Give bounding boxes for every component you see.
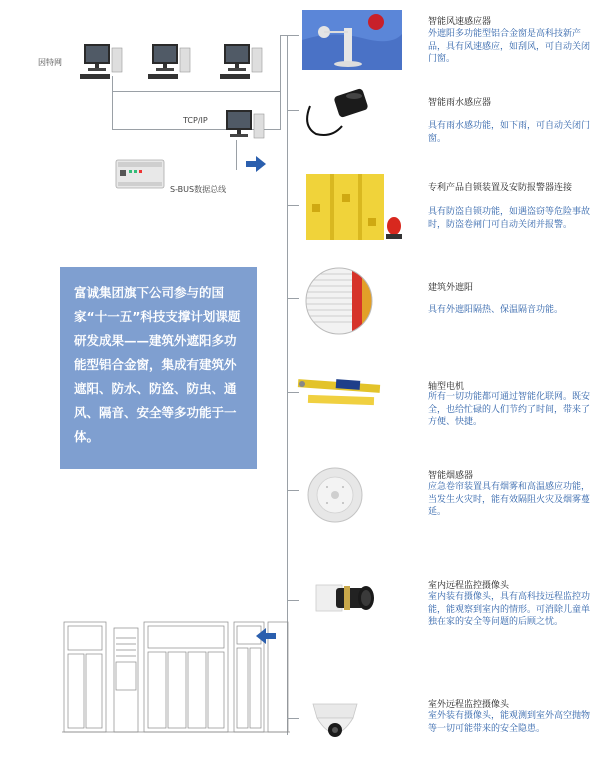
connector-tick <box>287 298 299 299</box>
outdoor-camera-icon <box>305 694 365 752</box>
network-right-vertical <box>280 35 281 130</box>
computer-icon <box>218 42 276 90</box>
computer-icon <box>146 42 204 90</box>
smoke-detector-icon <box>305 465 365 529</box>
right-arrow-icon <box>246 156 266 176</box>
item-title: 智能风速感应器 <box>428 17 492 27</box>
intro-panel: 富诚集团旗下公司参与的国家“十一五”科技支撑计划课题研发成果——建筑外遮阳多功能型铝合金窗，集成有建筑外遮阳、防水、防盗、防虫、通风、隔音、安全等多功能于一体。 <box>60 267 257 469</box>
item-title: 室外远程监控摄像头 <box>428 700 510 710</box>
item-description: 外遮阳多功能型铝合金窗是高科技新产品，具有风速感应，如刮风，可自动关闭门窗。 <box>428 29 591 64</box>
item-title: 智能烟感器 <box>428 471 474 481</box>
lock-alarm-icon <box>302 174 406 248</box>
rain-sensor-icon <box>302 86 372 142</box>
connector-tick <box>287 110 299 111</box>
shading-icon <box>304 266 374 340</box>
item-title: 轴型电机 <box>428 382 465 392</box>
controller-module-icon <box>115 158 165 194</box>
item-title: 智能雨水感应器 <box>428 98 492 108</box>
item-description: 应急卷帘装置具有烟雾和高温感应功能，当发生火灾时，能有效隔阻火灾及烟雾蔓延。 <box>428 482 591 517</box>
tubular-motor-icon <box>296 372 386 416</box>
item-description: 具有外遮阳隔热、保温隔音功能。 <box>428 305 564 315</box>
sbus-label: S-BUS数据总线 <box>170 185 227 194</box>
connector-tick <box>287 490 299 491</box>
wind-sensor-icon <box>302 10 402 74</box>
connector-tick <box>287 718 299 719</box>
connector-tick <box>287 205 299 206</box>
internet-label: 因特网 <box>38 58 62 67</box>
left-arrow-icon <box>256 628 276 648</box>
item-title: 建筑外遮阳 <box>428 283 474 293</box>
connector-tick <box>287 35 299 36</box>
item-title: 专利产品自锁装置及安防报警器连接 <box>428 183 573 193</box>
item-description: 具有防盗自锁功能，如遇盗窃等危险事故时，防盗卷闸门可自动关闭并报警。 <box>428 207 591 230</box>
network-top-bus <box>112 91 280 92</box>
server-computer-icon <box>220 108 278 156</box>
item-description: 具有雨水感功能，如下雨，可自动关闭门窗。 <box>428 121 591 144</box>
indoor-camera-icon <box>300 575 384 627</box>
computer-icon <box>78 42 136 90</box>
item-description: 所有一切功能都可通过智能化联网。既安全，也给忙碌的人们节约了时间，带来了方便、快捷。 <box>428 392 591 427</box>
connector-tick <box>287 600 299 601</box>
item-description: 室内装有摄像头，具有高科技远程监控功能，能观察到室内的情形。可消除儿童单独在家的安全等问题的后顾之忧。 <box>428 592 591 627</box>
item-description: 室外装有摄像头，能观测到室外高空抛物等一切可能带来的安全隐患。 <box>428 711 591 734</box>
tcpip-label: TCP/IP <box>183 116 208 125</box>
item-title: 室内远程监控摄像头 <box>428 581 510 591</box>
